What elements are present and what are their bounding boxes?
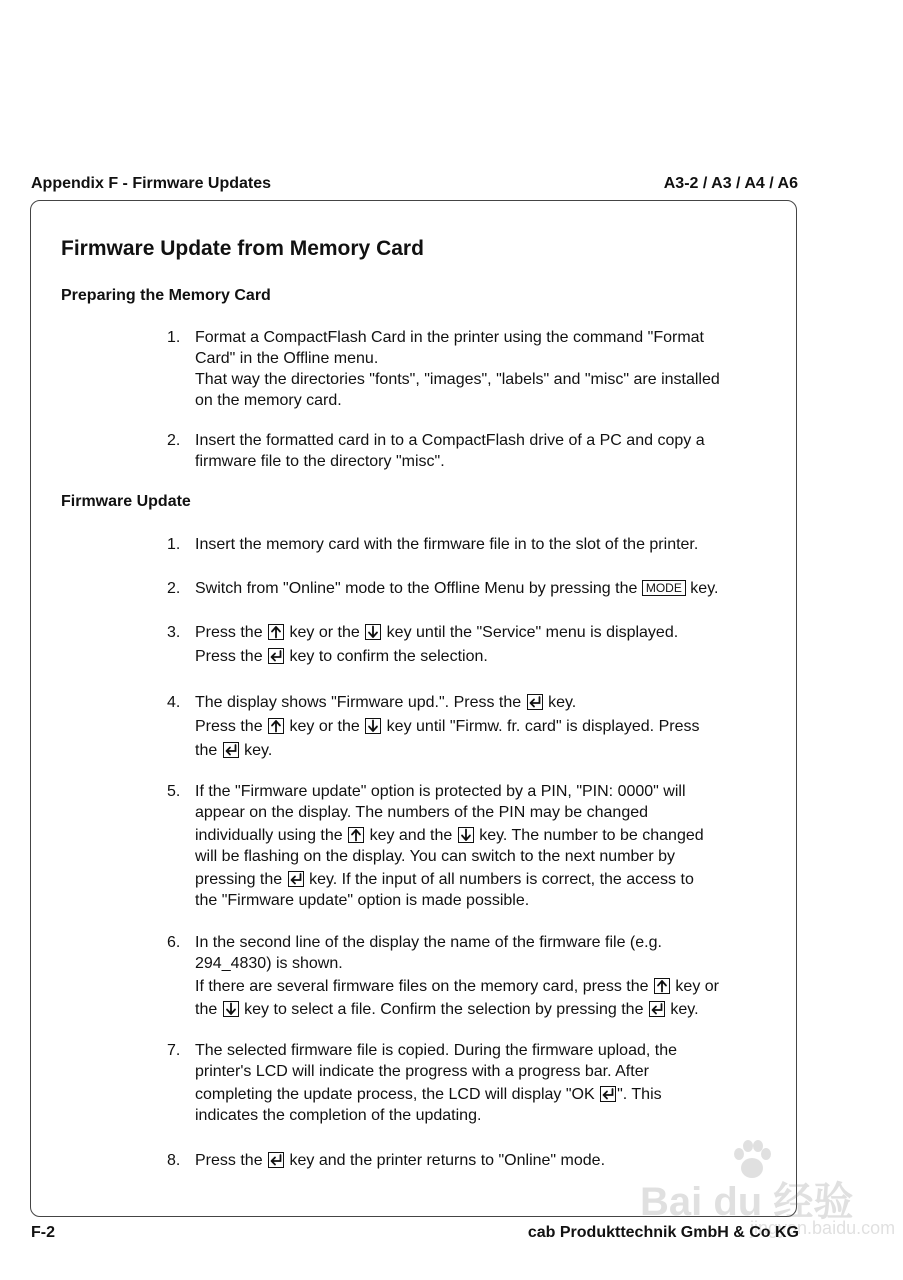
update-step-7 (167, 1040, 772, 1126)
step-line: If the "Firmware update" option is protected by a PIN, "PIN: 0000" will (195, 783, 686, 800)
arrow-down-key-icon (365, 718, 381, 734)
step-line: Insert the memory card with the firmware file in to the slot of the printer. (195, 536, 699, 553)
enter-key-icon (288, 871, 304, 887)
text-run: completing the update process, the LCD will display "OK (195, 1086, 595, 1103)
text-run: Press the (195, 718, 263, 735)
step-line: In the second line of the display the name of the firmware file (e.g. (195, 934, 662, 951)
enter-key-icon (268, 1152, 284, 1168)
text-run: key or the (289, 624, 360, 641)
text-run: key. (244, 742, 273, 759)
text-run: individually using the (195, 827, 343, 844)
arrow-down-key-icon (458, 827, 474, 843)
prep-step-2 (167, 430, 772, 472)
step-line: the "Firmware update" option is made possible. (195, 892, 530, 909)
text-run: Press the (195, 648, 263, 665)
enter-key-icon (268, 648, 284, 664)
step-number: 2. (167, 580, 181, 597)
arrow-up-key-icon (268, 718, 284, 734)
step-number: 3. (167, 624, 181, 641)
step-line: The selected firmware file is copied. During the firmware upload, the (195, 1042, 677, 1059)
step-line: will be flashing on the display. You can switch to the next number by (195, 848, 675, 865)
step-number: 1. (167, 536, 181, 553)
footer-company: cab Produkttechnik GmbH & Co KG (527, 1224, 799, 1241)
text-run: key. (670, 1001, 699, 1018)
step-line: Format a CompactFlash Card in the printer using the command "Format (195, 329, 704, 346)
step-line (195, 740, 772, 761)
arrow-up-key-icon (348, 827, 364, 843)
step-line: That way the directories "fonts", "images", "labels" and "misc" are installed (195, 371, 720, 388)
step-line (195, 825, 772, 846)
text-run: pressing the (195, 871, 283, 888)
step-line: 294_4830) is shown. (195, 955, 343, 972)
header-section-title: Appendix F - Firmware Updates (31, 175, 272, 192)
footer-page-number: F-2 (31, 1224, 55, 1241)
step-number: 8. (167, 1152, 181, 1169)
text-run: The display shows "Firmware upd.". Press the (195, 694, 522, 711)
text-run: key or the (289, 718, 360, 735)
text-run: key and the (369, 827, 453, 844)
step-line (195, 869, 772, 890)
update-step-3 (167, 622, 772, 667)
step-line (195, 999, 772, 1020)
section-heading-preparing: Preparing the Memory Card (61, 287, 271, 304)
step-number: 5. (167, 783, 181, 800)
update-step-2 (167, 578, 772, 599)
step-line (195, 976, 772, 997)
text-run: Press the (195, 1152, 263, 1169)
step-number: 4. (167, 694, 181, 711)
step-line (195, 1084, 772, 1105)
text-run: the (195, 742, 218, 759)
step-number: 6. (167, 934, 181, 951)
mode-key-label: MODE (642, 580, 686, 596)
step-line (195, 646, 772, 667)
step-line: printer's LCD will indicate the progress with a progress bar. After (195, 1063, 649, 1080)
update-step-6 (167, 932, 772, 1020)
arrow-down-key-icon (365, 624, 381, 640)
section-heading-firmware-update: Firmware Update (61, 493, 191, 510)
text-run: key. If the input of all numbers is correct, the access to (309, 871, 694, 888)
arrow-down-key-icon (223, 1001, 239, 1017)
update-step-4 (167, 692, 772, 761)
step-line (195, 578, 772, 599)
text-run: ". This (617, 1086, 662, 1103)
prep-step-1 (167, 327, 772, 411)
header-model-list: A3-2 / A3 / A4 / A6 (663, 175, 798, 192)
text-run: Switch from "Online" mode to the Offline Menu by pressing the (195, 580, 638, 597)
text-run: key. (690, 580, 719, 597)
text-run: If there are several firmware files on the memory card, press the (195, 978, 649, 995)
text-run: key or (675, 978, 719, 995)
text-run: key until the "Service" menu is displayed. (386, 624, 679, 641)
text-run: the (195, 1001, 218, 1018)
enter-key-icon (223, 742, 239, 758)
arrow-up-key-icon (268, 624, 284, 640)
text-run: key until "Firmw. fr. card" is displayed. Press (386, 718, 700, 735)
text-run: key to select a file. Confirm the selection by pressing the (244, 1001, 644, 1018)
update-step-1 (167, 534, 772, 555)
enter-key-icon (527, 694, 543, 710)
step-number: 1. (167, 329, 181, 346)
step-line: Insert the formatted card in to a CompactFlash drive of a PC and copy a (195, 432, 705, 449)
step-line: indicates the completion of the updating. (195, 1107, 482, 1124)
step-line (195, 692, 772, 713)
watermark-brand: Bai du 经验 (640, 1180, 854, 1224)
update-step-5 (167, 781, 772, 911)
step-line (195, 622, 772, 643)
step-number: 7. (167, 1042, 181, 1059)
step-line: Card" in the Offline menu. (195, 350, 379, 367)
step-line: appear on the display. The numbers of the PIN may be changed (195, 804, 649, 821)
text-run: key. (548, 694, 577, 711)
text-run: key and the printer returns to "Online" mode. (289, 1152, 606, 1169)
step-line: firmware file to the directory "misc". (195, 453, 445, 470)
enter-key-icon (649, 1001, 665, 1017)
enter-key-icon (600, 1086, 616, 1102)
text-run: key. The number to be changed (479, 827, 704, 844)
text-run: key to confirm the selection. (289, 648, 488, 665)
page-title: Firmware Update from Memory Card (61, 237, 424, 260)
step-line (195, 716, 772, 737)
watermark-url: jingyan.baidu.com (750, 1218, 896, 1238)
step-number: 2. (167, 432, 181, 449)
text-run: Press the (195, 624, 263, 641)
step-line: on the memory card. (195, 392, 342, 409)
arrow-up-key-icon (654, 978, 670, 994)
